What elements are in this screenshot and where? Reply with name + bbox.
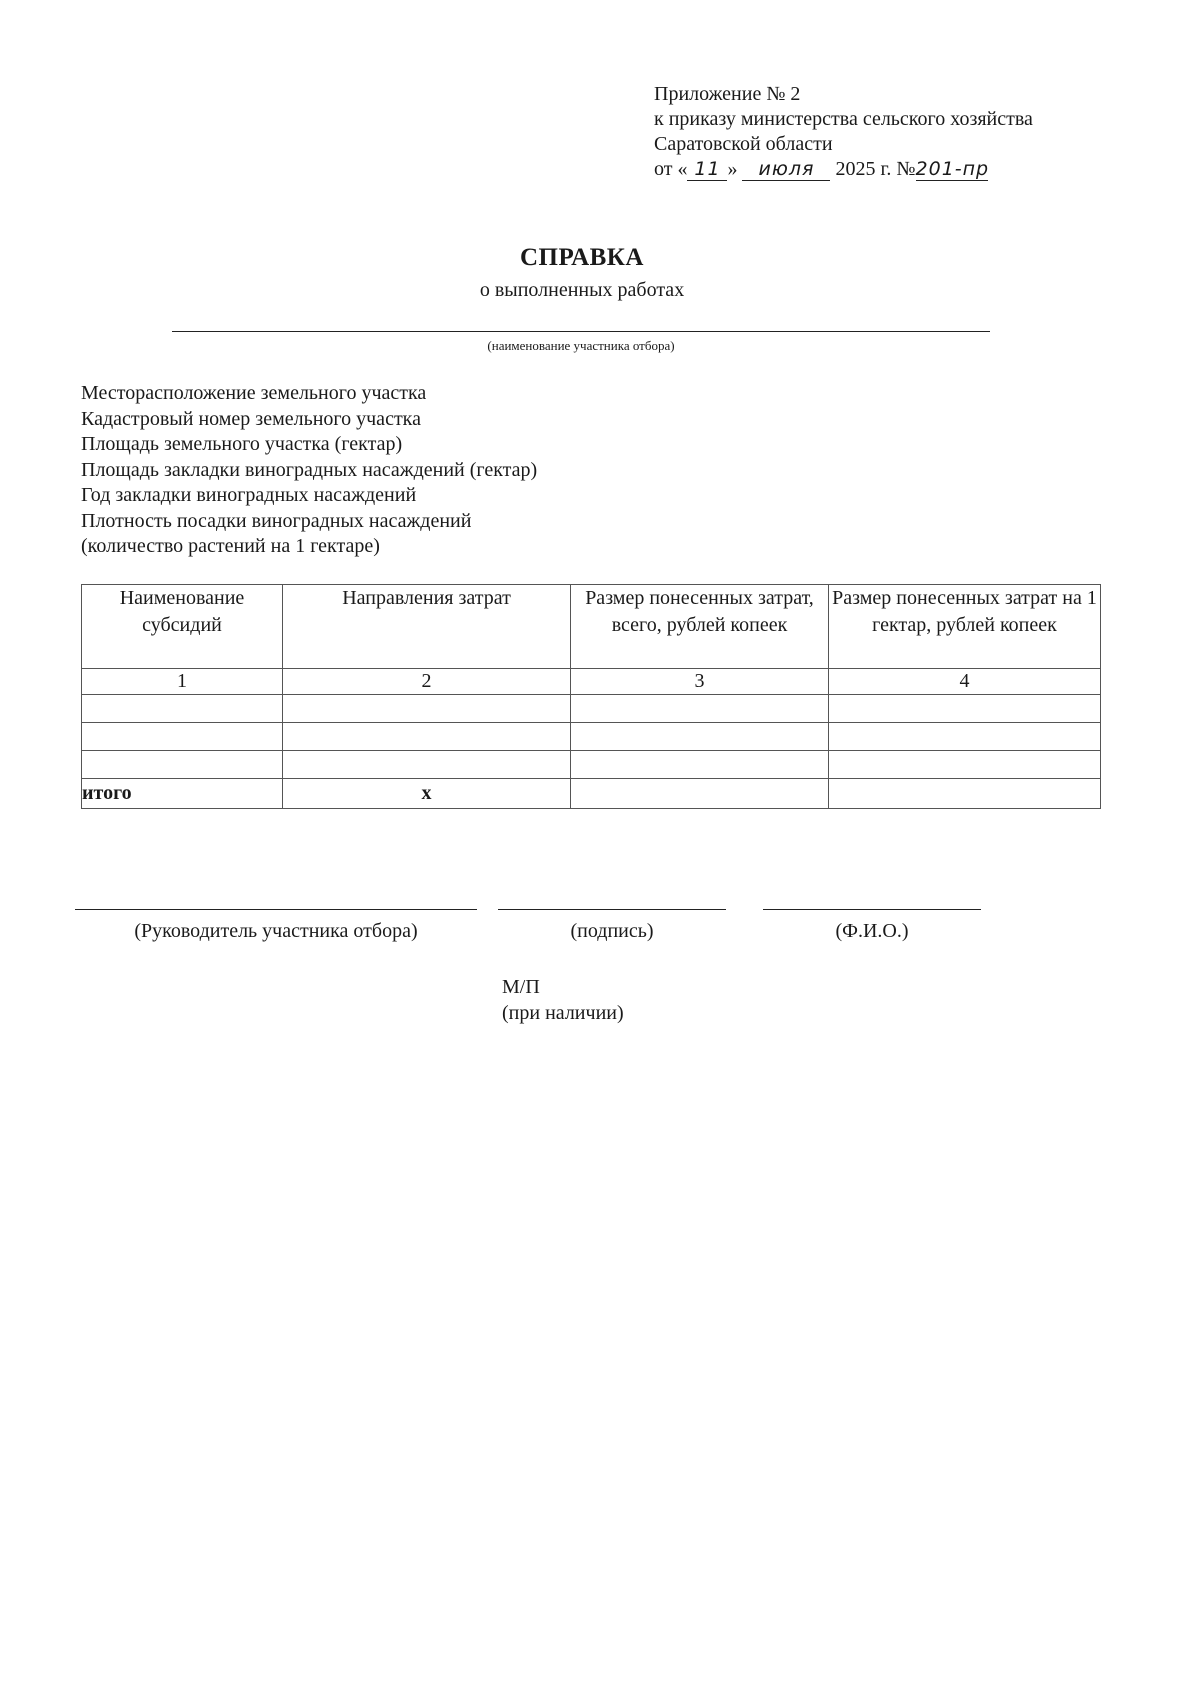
column-number: 3 bbox=[571, 669, 829, 695]
signature-line bbox=[498, 909, 726, 910]
field-density-unit: (количество растений на 1 гектаре) bbox=[81, 535, 380, 557]
participant-name-line bbox=[172, 331, 990, 332]
table-cell bbox=[829, 723, 1101, 751]
table-cell bbox=[283, 695, 571, 723]
table-header-row bbox=[82, 585, 1101, 669]
field-plot-area: Площадь земельного участка (гектар) bbox=[81, 433, 403, 455]
table-cell bbox=[829, 751, 1101, 779]
date-day: 11 bbox=[687, 158, 727, 181]
column-number: 4 bbox=[829, 669, 1101, 695]
table-total-row bbox=[82, 779, 1101, 809]
table-cell bbox=[571, 751, 829, 779]
table-row bbox=[82, 695, 1101, 723]
table-row bbox=[82, 751, 1101, 779]
header-cost-per-hectare: Размер понесенных затрат на 1 гектар, рублей копеек bbox=[829, 585, 1101, 669]
document-title: СПРАВКА bbox=[520, 244, 644, 271]
head-caption: (Руководитель участника отбора) bbox=[134, 920, 418, 942]
table-cell bbox=[829, 695, 1101, 723]
costs-table bbox=[81, 584, 1101, 809]
table-cell bbox=[571, 695, 829, 723]
order-number: 201-пр bbox=[915, 158, 990, 180]
table-cell bbox=[82, 723, 283, 751]
date-month: июля bbox=[742, 158, 830, 181]
appendix-region: Саратовской области bbox=[654, 133, 833, 155]
table-cell bbox=[283, 751, 571, 779]
stamp-note: (при наличии) bbox=[502, 1002, 624, 1024]
field-planting-density: Плотность посадки виноградных насаждений bbox=[81, 509, 472, 532]
field-cadastral-number: Кадастровый номер земельного участка bbox=[81, 407, 421, 430]
total-marker: х bbox=[283, 779, 571, 809]
header-cost-direction: Направления затрат bbox=[283, 585, 571, 669]
table-cell bbox=[571, 723, 829, 751]
column-number: 2 bbox=[283, 669, 571, 695]
header-total-cost: Размер понесенных затрат, всего, рублей копеек bbox=[571, 585, 829, 669]
land-plot-fields bbox=[81, 381, 537, 560]
table-cell bbox=[82, 695, 283, 723]
field-location: Месторасположение земельного участка bbox=[81, 382, 427, 404]
stamp-place bbox=[502, 974, 624, 1026]
total-label: итого bbox=[82, 779, 283, 809]
appendix-date-line bbox=[654, 157, 1033, 182]
signature-caption: (подпись) bbox=[570, 920, 654, 942]
table-cell bbox=[571, 779, 829, 809]
full-name-line bbox=[763, 909, 981, 910]
table-row bbox=[82, 723, 1101, 751]
stamp-label: М/П bbox=[502, 976, 540, 998]
date-mid: » bbox=[727, 158, 738, 180]
table-cell bbox=[82, 751, 283, 779]
table-cell bbox=[283, 723, 571, 751]
head-signature-line bbox=[75, 909, 477, 910]
appendix-title: Приложение № 2 bbox=[654, 83, 801, 105]
participant-name-caption: (наименование участника отбора) bbox=[487, 338, 675, 353]
appendix-order-ref: к приказу министерства сельского хозяйства bbox=[654, 108, 1033, 130]
document-subtitle: о выполненных работах bbox=[479, 279, 685, 301]
date-year: 2025 г. № bbox=[835, 158, 916, 180]
date-prefix: от « bbox=[654, 158, 688, 180]
field-planting-year: Год закладки виноградных насаждений bbox=[81, 484, 417, 506]
table-column-numbers-row bbox=[82, 669, 1101, 695]
column-number: 1 bbox=[82, 669, 283, 695]
full-name-caption: (Ф.И.О.) bbox=[835, 920, 909, 942]
header-subsidy-name: Наименование субсидий bbox=[82, 585, 283, 669]
field-vineyard-area: Площадь закладки виноградных насаждений (гектар) bbox=[81, 458, 538, 481]
appendix-block bbox=[654, 82, 1033, 182]
table-cell bbox=[829, 779, 1101, 809]
